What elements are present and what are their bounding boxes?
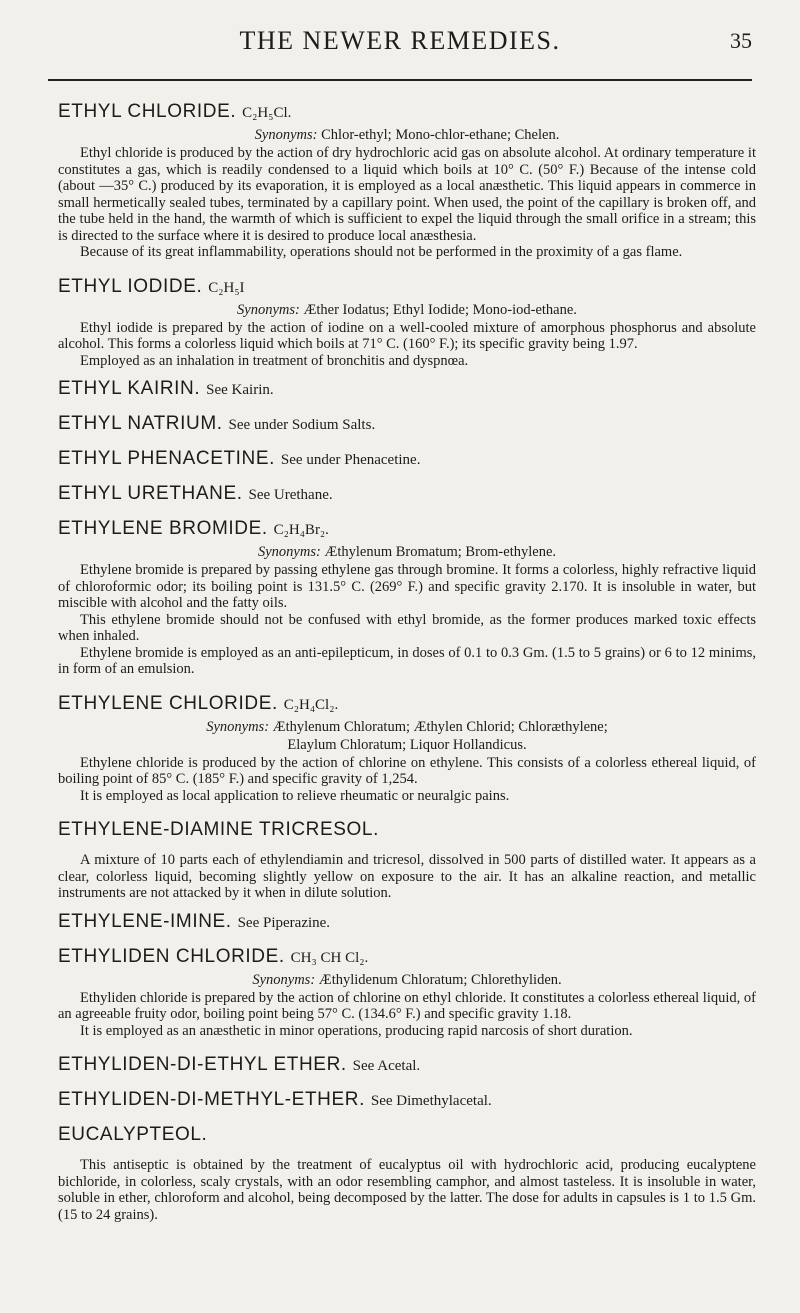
entry-heading: [58, 1123, 756, 1147]
entry-ethyl-natrium: [58, 412, 756, 437]
entry-title: ETHYLIDEN CHLORIDE.: [58, 945, 285, 967]
entry-title: ETHYLIDEN-DI-METHYL-ETHER.: [58, 1089, 365, 1110]
entry-paragraph: Ethylene bromide is prepared by passing ethylene gas through bromine. It forms a colorless, highly refractive liquid of chloroformic odor; its boiling point is 131.5° C. (269° F.) and specific gravity 2.170. It is insoluble in water, but miscible with alcohol and the fatty oils.: [58, 562, 756, 611]
synonyms-label: Synonyms:: [254, 127, 318, 143]
entry-title: EUCALYPTEOL.: [58, 1124, 208, 1145]
entry-reference: See Dimethylacetal.: [370, 1093, 492, 1109]
entry-ethylene-imine: [58, 910, 756, 935]
entry-heading: [58, 945, 756, 970]
entry-title: ETHYLIDEN-DI-ETHYL ETHER.: [58, 1054, 347, 1075]
synonyms-line-continued: Elaylum Chloratum; Liquor Hollandicus.: [287, 736, 527, 753]
entry-title: ETHYL KAIRIN.: [58, 378, 201, 399]
synonyms-line: [58, 127, 756, 144]
synonyms-line: [58, 302, 756, 319]
entry-formula: C₂H₅I: [208, 279, 245, 296]
entry-heading: [58, 100, 756, 125]
page-number: 35: [730, 28, 752, 53]
entry-reference: See Kairin.: [206, 382, 274, 398]
page-body: [58, 100, 756, 1223]
entry-paragraph: Because of its great inflammability, operations should not be performed in the proximity of a gas flame.: [80, 244, 683, 260]
entry-paragraph: Ethyl iodide is prepared by the action of iodine on a well-cooled mixture of amorphous phosphorus and absolute alcohol. This forms a colorless liquid which boils at 71° C. (160° F.); its specific gravity being 1.97.: [58, 319, 756, 352]
entry-ethyliden-di-ethyl-ether: [58, 1053, 756, 1078]
running-title: THE NEWER REMEDIES.: [239, 26, 561, 55]
entry-paragraph: Ethyliden chloride is prepared by the action of chlorine on ethyl chloride. It constitutes a colorless ethereal liquid, of an agreeable fruity odor, boiling point being 57° C. (134.6° F.) and specific gravity 1.18.: [58, 989, 756, 1022]
synonyms-label: Synonyms:: [206, 718, 270, 735]
entry-reference: See Piperazine.: [237, 914, 331, 931]
entry-eucalypteol: [58, 1123, 756, 1223]
synonyms-text: Æthylidenum Chloratum; Chlorethyliden.: [318, 971, 562, 988]
entry-title: ETHYLENE-DIAMINE TRICRESOL.: [58, 819, 379, 840]
entry-title: ETHYL IODIDE.: [58, 275, 203, 297]
entry-title: ETHYLENE BROMIDE.: [58, 518, 268, 539]
synonyms-label: Synonyms:: [257, 544, 321, 560]
entry-ethyl-kairin: [58, 377, 756, 402]
entry-ethyl-phenacetine: [58, 447, 756, 472]
synonyms-label: Synonyms:: [237, 301, 300, 318]
entry-formula: C₂H₅Cl.: [242, 105, 292, 121]
entry-ethylene-bromide: [58, 517, 756, 678]
synonyms-text: Æther Iodatus; Ethyl Iodide; Mono-iod-ethane.: [303, 301, 577, 318]
entry-ethyliden-chloride: [58, 945, 756, 1040]
entry-paragraph: It is employed as local application to relieve rheumatic or neuralgic pains.: [80, 787, 510, 804]
entry-formula: C₂H₄Cl₂.: [283, 696, 339, 713]
entry-paragraph: This antiseptic is obtained by the treatment of eucalyptus oil with hydrochloric acid, producing eucalyptene bichloride, in colorless, scaly crystals, with an odor resembling camphor, and almost tasteless. It is insoluble in water, soluble in ether, chloroform and alcohol, being decomposed by the latter. The dose for adults in capsules is 1 to 1.5 Gm. (15 to 24 grains).: [58, 1157, 756, 1223]
entry-ethyl-chloride: [58, 100, 756, 261]
synonyms-text: Æthylenum Bromatum; Brom-ethylene.: [324, 544, 556, 560]
entry-title: ETHYL PHENACETINE.: [58, 448, 276, 469]
synonyms-text: Æthylenum Chloratum; Æthylen Chlorid; Chloræthylene;: [272, 718, 608, 735]
entry-heading: [58, 692, 756, 717]
synonyms-text: Chlor-ethyl; Mono-chlor-ethane; Chelen.: [321, 127, 560, 143]
entry-paragraph: Employed as an inhalation in treatment of bronchitis and dyspnœa.: [80, 352, 469, 369]
entry-reference: See Urethane.: [248, 487, 333, 503]
entry-reference: See under Sodium Salts.: [228, 417, 376, 433]
entry-ethyliden-di-methyl-ether: [58, 1088, 756, 1113]
entry-paragraph: Ethylene bromide is employed as an anti-epilepticum, in doses of 0.1 to 0.3 Gm. (1.5 to 5 grains) or 6 to 12 minims, in form of an emulsion.: [58, 644, 756, 677]
entry-paragraph: Ethylene chloride is produced by the action of chlorine on ethylene. This consists of a colorless ethereal liquid, of boiling point of 85° C. (185° F.) and specific gravity of 1,254.: [58, 754, 756, 787]
entry-title: ETHYL URETHANE.: [58, 483, 243, 504]
running-head: [0, 22, 800, 62]
entry-paragraph: Ethyl chloride is produced by the action of dry hydrochloric acid gas on absolute alcohol. At ordinary temperature it constitutes a gas, which is readily condensed to a liquid which boils at 10° C. (50° F.) Because of the intense cold (about —35° C.) produced by its evaporation, it is employed as a local anæsthetic. This liquid appears in commerce in small hermetically sealed tubes, terminated by a capillary point. When used, the point of the capillary is broken off, and the tube held in the hand, the warmth of which is sufficient to expel the liquid through the small orifice in a stream; this is directed to the surface where it is desired to produce local anæsthesia.: [58, 145, 756, 244]
synonyms-line: [58, 544, 756, 561]
entry-title: ETHYLENE-IMINE.: [58, 910, 232, 932]
entry-ethyl-urethane: [58, 482, 756, 507]
entry-heading: [58, 818, 756, 842]
entry-paragraph: This ethylene bromide should not be confused with ethyl bromide, as the former produces marked toxic effects when inhaled.: [58, 611, 756, 644]
entry-heading: [58, 517, 756, 542]
entry-formula: C₂H₄Br₂.: [273, 522, 329, 538]
synonyms-line: [58, 719, 756, 736]
entry-title: ETHYL NATRIUM.: [58, 413, 223, 434]
entry-paragraph: It is employed as an anæsthetic in minor operations, producing rapid narcosis of short duration.: [80, 1022, 633, 1039]
header-rule: [48, 79, 752, 81]
entry-title: ETHYL CHLORIDE.: [58, 101, 237, 122]
entry-ethylene-diamine-tricresol: [58, 818, 756, 902]
entry-reference: See Acetal.: [352, 1058, 421, 1074]
entry-ethylene-chloride: [58, 692, 756, 805]
entry-reference: See under Phenacetine.: [280, 452, 421, 468]
synonyms-line: [58, 972, 756, 989]
entry-heading: [58, 275, 756, 300]
synonyms-label: Synonyms:: [252, 971, 316, 988]
entry-paragraph: A mixture of 10 parts each of ethylendiamin and tricresol, dissolved in 500 parts of distilled water. It appears as a clear, colorless liquid, becoming slightly yellow on exposure to the air. It has an alkaline reaction, and metallic instruments are not attacked by it when in dilute solution.: [58, 852, 756, 901]
entry-formula: CH₃ CH Cl₂.: [290, 949, 369, 966]
entry-ethyl-iodide: [58, 275, 756, 370]
entry-title: ETHYLENE CHLORIDE.: [58, 692, 278, 714]
